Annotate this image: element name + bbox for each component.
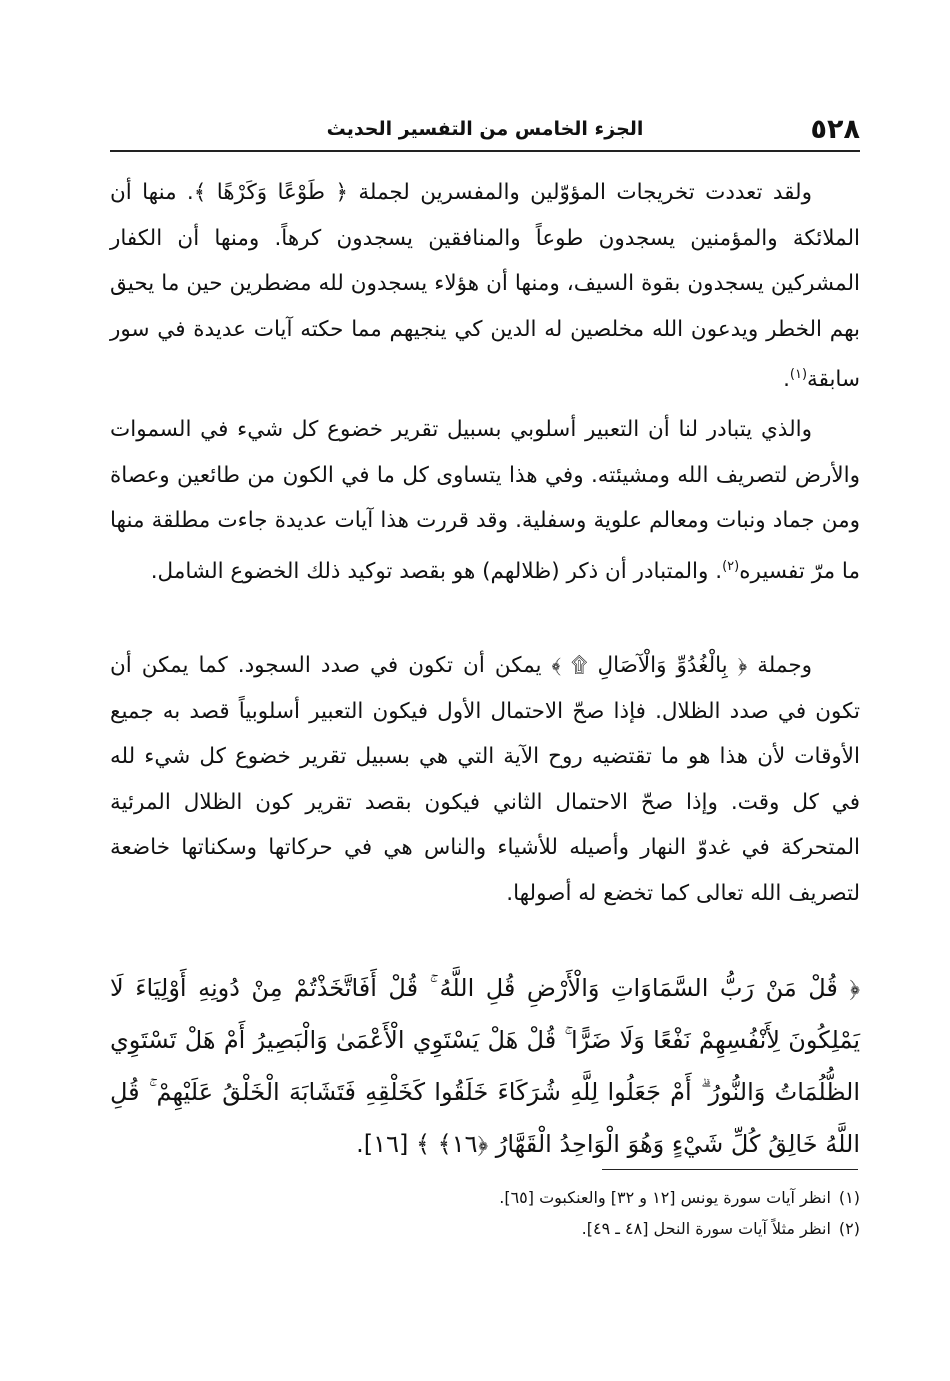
quran-verse-text: ﴿ قُلْ مَنْ رَبُّ السَّمَاوَاتِ وَالْأَرْضِ قُلِ اللَّهُ ۚ قُلْ أَفَاتَّخَذْتُمْ مِنْ دُونِهِ أَوْلِيَاءَ لَا يَمْلِكُونَ لِأَنْفُسِهِمْ نَفْعًا وَلَا ضَرًّا ۚ قُلْ هَلْ يَسْتَوِي الْأَعْمَىٰ وَالْبَصِيرُ أَمْ هَلْ تَسْتَوِي الظُّلُمَاتُ وَالنُّورُ ۗ أَمْ جَعَلُوا لِلَّهِ شُرَكَاءَ خَلَقُوا كَخَلْقِهِ فَتَشَابَهَ الْخَلْقُ عَلَيْهِمْ ۚ قُلِ اللَّهُ خَالِقُ كُلِّ شَيْءٍ وَهُوَ الْوَاحِدُ الْقَهَّارُ ﴿١٦﴾ ﴾ [١٦]. (110, 974, 860, 1158)
footnote-2 (110, 1213, 860, 1244)
quran-verse (110, 962, 860, 1170)
footnote-2-text: انظر مثلاً آيات سورة النحل [٤٨ ـ ٤٩]. (581, 1219, 831, 1238)
paragraph-2 (110, 407, 860, 594)
footnotes (110, 1182, 860, 1244)
paragraph-1-body: ولقد تعددت تخريجات المؤوّلين والمفسرين لجملة ﴿ طَوْعًا وَكَرْهًا ﴾. منها أن الملائكة والمؤمنين يسجدون طوعاً والمنافقين يسجدون كرهاً. ومنها أن الكفار المشركين يسجدون بقوة السيف، ومنها أن هؤلاء يسجدون لله مضطرين حين ما يحيق بهم الخطر ويدعون الله مخلصين له الدين كي ينجيهم مما حكته آيات عديدة في سور سابقة (110, 180, 860, 393)
paragraph-2-text (110, 407, 860, 594)
paragraph-1-tail: . (783, 367, 790, 393)
paragraph-1 (110, 170, 860, 403)
paragraph-2-body: والذي يتبادر لنا أن التعبير أسلوبي بسبيل تقرير خضوع كل شيء في السموات والأرض لتصريف الله ومشيئته. وفي هذا يتساوى كل ما في الكون من طائعين وعصاة ومن جماد ونبات ومعالم علوية وسفلية. وقد قررت هذا آيات عديدة جاءت مطلقة منها ما مرّ تفسيره (110, 417, 860, 584)
paragraph-3 (110, 643, 860, 916)
footnote-1-text: انظر آيات سورة يونس [١٢ و ٣٢] والعنكبوت [٦٥]. (499, 1188, 831, 1207)
footnote-ref-2: (٢) (722, 558, 740, 574)
footnote-ref-1: (١) (789, 367, 808, 382)
footnote-divider (602, 1169, 858, 1170)
page-header (110, 112, 860, 152)
footnote-1 (110, 1182, 860, 1213)
paragraph-1-text (110, 170, 860, 403)
page-number: ٥٢٨ (810, 114, 860, 145)
footnote-2-number: (٢) (838, 1219, 860, 1238)
footnote-1-number: (١) (838, 1188, 860, 1207)
paragraph-2-tail: . والمتبادر أن ذكر (ظلالهم) هو بقصد توكيد ذلك الخضوع الشامل. (150, 558, 723, 584)
running-title: الجزء الخامس من التفسير الحديث (326, 118, 644, 140)
header-divider (110, 150, 860, 152)
paragraph-3-text: وجملة ﴿ بِالْغُدُوِّ وَالْآصَالِ ۩ ﴾ يمكن أن تكون في صدد السجود. كما يمكن أن تكون في صدد الظلال. فإذا صحّ الاحتمال الأول فيكون التعبير أسلوبياً قصد به جميع الأوقات لأن هذا هو ما تقتضيه روح الآية التي هي بسبيل تقرير خضوع كل شيء لله في كل وقت. وإذا صحّ الاحتمال الثاني فيكون بقصد تقرير كون الظلال المرئية المتحركة في غدوّ النهار وأصيله للأشياء والناس هي في حركاتها وسكناتها خاضعة لتصريف الله تعالى كما تخضع له أصولها. (110, 653, 860, 906)
